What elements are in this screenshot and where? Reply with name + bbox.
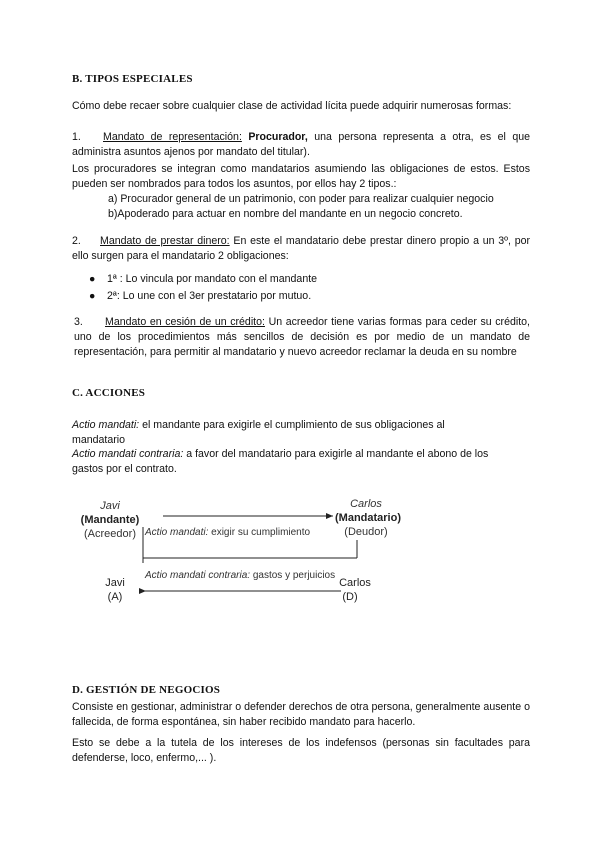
diagram-arrow2-label [144, 570, 335, 581]
section-b-intro: Cómo debe recaer sobre cualquier clase de actividad lícita puede adquirir numerosas formas: [72, 100, 512, 112]
list-item-2-number: 2. [72, 235, 81, 247]
diagram-arrow2-text: gastos y perjuicios [250, 570, 336, 581]
sub-item-a: a) Procurador general de un patrimonio, con poder para realizar cualquier negocio [108, 193, 494, 205]
list-item-2-text: En este el mandatario debe prestar dinero propio a un 3º, por ello surgen para el mandatario 2 obligaciones: [72, 235, 531, 262]
bullet-dot-2: ● [89, 290, 96, 302]
section-d-paragraph-1: Consiste en gestionar, administrar o defender derechos de otra persona, generalmente ausente o fallecida, de forma espontánea, sin haber recibido mandato para hacerlo. [72, 701, 530, 728]
bullet-dot-1: ● [89, 273, 96, 285]
list-item-3-number: 3. [74, 316, 83, 328]
sub-item-b: b)Apoderado para actuar en nombre del mandante en un negocio concreto. [108, 208, 463, 220]
diagram-left-bottom-status: (A) [107, 591, 123, 603]
bullet-text-1: 1ª : Lo vincula por mandato con el mandante [107, 273, 318, 285]
list-item-2-title: Mandato de prestar dinero: [100, 235, 230, 247]
diagram-left-top-role: (Mandante) [80, 514, 140, 526]
diagram-right-bottom-status: (D) [342, 591, 358, 603]
list-item-1-number: 1. [72, 131, 81, 143]
bullet-text-2: 2ª: Lo une con el 3er prestatario por mutuo. [107, 290, 312, 302]
diagram-arrow1-label [144, 527, 311, 538]
diagram-left-top-status: (Acreedor) [84, 528, 136, 540]
list-item-3-title: Mandato en cesión de un crédito: [105, 316, 265, 328]
diagram-left-bottom-name: Javi [105, 577, 125, 589]
actio-mandati-text: el mandante para exigirle el cumplimiento de sus obligaciones al mandatario [72, 419, 445, 446]
diagram-arrow1-text: exigir su cumplimiento [208, 527, 311, 538]
diagram-left-top-name: Javi [100, 500, 120, 512]
actio-mandati-term: Actio mandati: [72, 419, 140, 431]
diagram-arrow2-term: Actio mandati contraria: [145, 570, 251, 581]
diagram-right-top-role: (Mandatario) [335, 512, 401, 524]
list-item-1-bold-term: Procurador, [248, 131, 308, 143]
section-d-heading: D. GESTIÓN DE NEGOCIOS [72, 684, 221, 696]
procuradores-paragraph: Los procuradores se integran como mandatarios asumiendo las obligaciones de estos. Estos pueden ser nombrados para todos los asuntos, por ellos hay 2 tipos.: [72, 163, 530, 190]
section-c-heading: C. ACCIONES [72, 387, 146, 399]
list-item-3-text: Un acreedor tiene varias formas para ceder su crédito, uno de los procedimientos más sencillos de decisión es por medio de un mandato de representación, para permitir al mandatario y nuevo acreedor reclamar la deuda en su nombre [74, 316, 530, 358]
actio-contraria-text: a favor del mandatario para exigirle al mandante el abono de los gastos por el contrato. [72, 448, 489, 475]
list-item-1-title: Mandato de representación: [103, 131, 242, 143]
diagram-arrow1-term: Actio mandati: [145, 527, 209, 538]
list-item-1-text: una persona representa a otra, es el que administra asuntos ajenos por mandato del titular). [72, 131, 530, 158]
section-d-paragraph-2: Esto se debe a la tutela de los intereses de los indefensos (personas sin facultades para defenderse, loco, enfermo,... ). [72, 737, 530, 764]
diagram-right-top-status: (Deudor) [344, 526, 388, 538]
diagram-right-top-name: Carlos [350, 498, 382, 510]
diagram-right-bottom-name: Carlos [339, 577, 371, 589]
section-b-heading: B. TIPOS ESPECIALES [72, 73, 193, 85]
actio-contraria-term: Actio mandati contraria: [72, 448, 184, 460]
